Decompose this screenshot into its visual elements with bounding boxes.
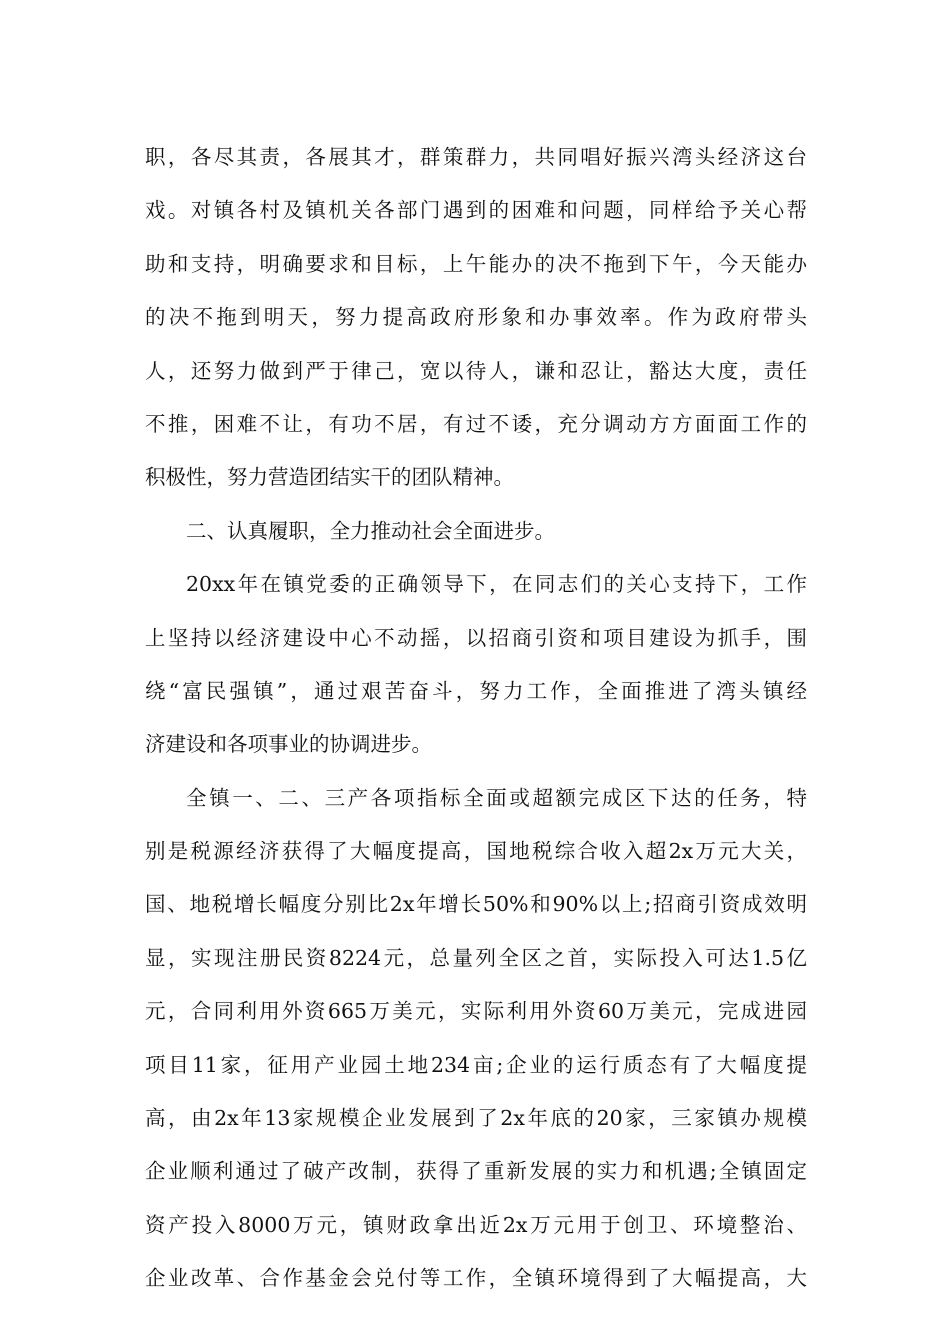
text-line: 人，还努力做到严于律己，宽以待人，谦和忍让，豁达大度，责任 — [145, 358, 807, 383]
paragraph — [145, 131, 807, 505]
text-line: 资产投入8000万元，镇财政拿出近2x万元用于创卫、环境整治、 — [145, 1212, 807, 1237]
text-line: 项目11家，征用产业园土地234亩;企业的运行质态有了大幅度提 — [145, 1052, 807, 1077]
section-heading — [145, 505, 807, 558]
text-line: 企业顺利通过了破产改制，获得了重新发展的实力和机遇;全镇固定 — [145, 1159, 807, 1184]
text-line: 高，由2x年13家规模企业发展到了2x年底的20家，三家镇办规模 — [145, 1106, 807, 1131]
text-line: 二、认真履职，全力推动社会全面进步。 — [186, 518, 555, 543]
text-line: 戏。对镇各村及镇机关各部门遇到的困难和问题，同样给予关心帮 — [145, 198, 807, 223]
paragraph — [145, 558, 807, 772]
text-line: 职，各尽其责，各展其才，群策群力，共同唱好振兴湾头经济这台 — [145, 145, 807, 169]
text-line: 助和支持，明确要求和目标，上午能办的决不拖到下午，今天能办 — [145, 251, 807, 276]
paragraph — [145, 772, 807, 1306]
text-line: 绕“富民强镇”，通过艰苦奋斗，努力工作，全面推进了湾头镇经 — [145, 678, 807, 703]
text-line: 显，实现注册民资8224元，总量列全区之首，实际投入可达1.5亿 — [145, 945, 807, 970]
document-body — [145, 131, 807, 1306]
text-line: 别是税源经济获得了大幅度提高，国地税综合收入超2x万元大关， — [145, 839, 807, 864]
text-line: 企业改革、合作基金会兑付等工作，全镇环境得到了大幅提高，大 — [145, 1266, 807, 1291]
text-line: 的决不拖到明天，努力提高政府形象和办事效率。作为政府带头 — [145, 305, 807, 330]
text-line: 不推，困难不让，有功不居，有过不诿，充分调动方方面面工作的 — [145, 411, 807, 436]
text-line: 济建设和各项事业的协调进步。 — [145, 732, 432, 757]
text-line: 积极性，努力营造团结实干的团队精神。 — [145, 465, 514, 490]
text-line: 国、地税增长幅度分别比2x年增长50%和90%以上;招商引资成效明 — [145, 892, 807, 917]
text-line: 全镇一、二、三产各项指标全面或超额完成区下达的任务，特 — [186, 785, 807, 810]
text-line: 20xx年在镇党委的正确领导下，在同志们的关心支持下，工作 — [186, 572, 807, 597]
text-line: 上坚持以经济建设中心不动摇，以招商引资和项目建设为抓手，围 — [145, 625, 807, 650]
text-line: 元，合同利用外资665万美元，实际利用外资60万美元，完成进园 — [145, 999, 807, 1024]
